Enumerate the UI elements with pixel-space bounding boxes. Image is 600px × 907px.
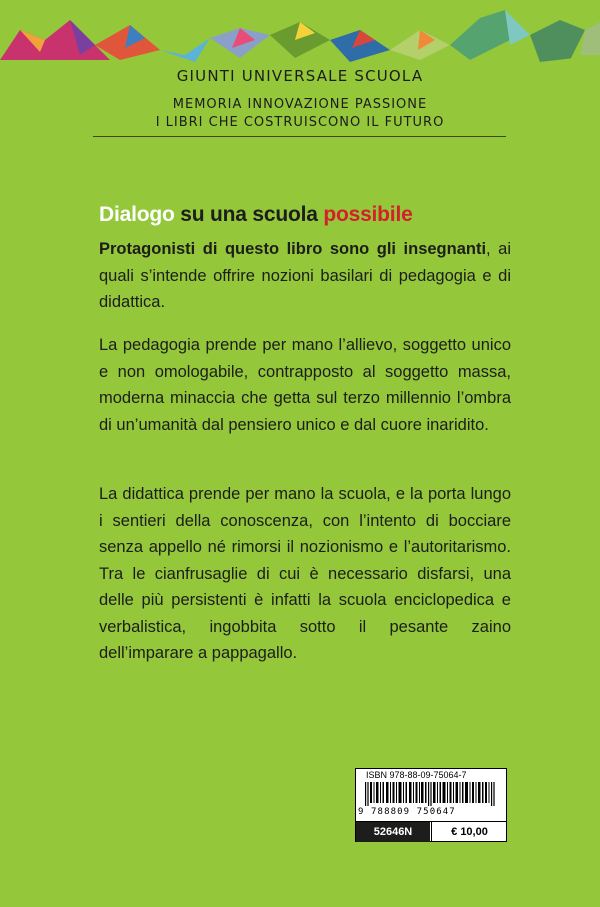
- barcode-box: [355, 768, 507, 842]
- price-row: [356, 821, 506, 842]
- pedagogia-text: La pedagogia prende per mano l’allievo, soggetto unico e non omologabile, contrapposto al soggetto massa, moderna minaccia che getta sul terzo millennio l’ombra di un’umanità dal pensiero unico e dal cuore inaridito.: [99, 336, 511, 434]
- title-part-dialogo: Dialogo: [99, 203, 175, 226]
- paragraph-pedagogia: [99, 332, 511, 438]
- paragraph-didattica: [99, 481, 511, 667]
- intro-bold: Protagonisti di questo libro sono gli insegnanti: [99, 240, 487, 258]
- series-motto-line2: I LIBRI CHE COSTRUISCONO IL FUTURO: [155, 115, 445, 130]
- book-title: [99, 203, 413, 227]
- series-name: GIUNTI UNIVERSALE SCUOLA: [176, 67, 424, 85]
- intro-rest: , ai quali s’intende offrire nozioni basilari di pedagogia e di didattica.: [99, 240, 511, 311]
- isbn-label: ISBN 978-88-09-75064-7: [366, 770, 467, 780]
- series-motto-line1: MEMORIA INNOVAZIONE PASSIONE: [172, 97, 428, 112]
- title-part-possibile: possibile: [323, 203, 413, 226]
- didattica-text: La didattica prende per mano la scuola, e la porta lungo i sentieri della conoscenza, con l’intento di bocciare senza appello né rimorsi il nozionismo e l’autoritarismo. Tra le cianfrusaglie di cui è necessario disfarsi, una delle più persistenti è infatti la scuola enciclopedica e verbalistica, ingobbita sotto il pesante zaino dell’imparare a pappagallo.: [99, 485, 511, 662]
- paragraph-intro: [99, 236, 511, 316]
- divider: [93, 136, 506, 137]
- barcode-digits: 9 788809 750647: [358, 807, 456, 817]
- price-label: € 10,00: [431, 822, 507, 842]
- barcode-bars: [365, 782, 495, 806]
- title-part-middle: su una scuola: [174, 203, 324, 226]
- product-code: 52646N: [356, 822, 430, 842]
